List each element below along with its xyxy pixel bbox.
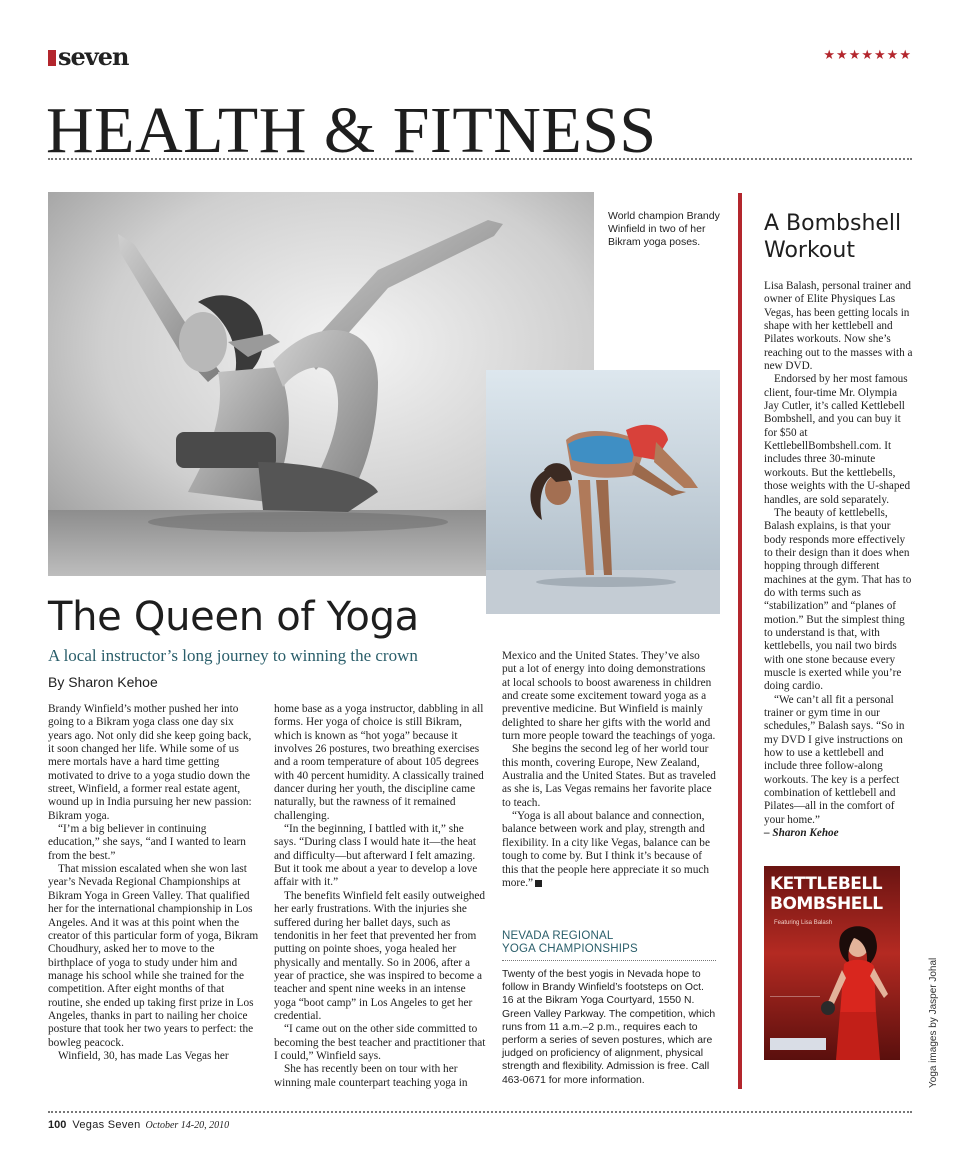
dvd-cover-logo-band bbox=[770, 1038, 826, 1050]
footer-date: October 14-20, 2010 bbox=[145, 1120, 230, 1131]
paragraph: That mission escalated when she won last year’s Nevada Regional Championships at Bikram Yoga in Green Valley. That qualified her for the international championship in Los Angeles. And it was at this point when the creator of this particular form of yoga, Bikram Choudhury, asked her to move to the birthplace of yoga to study under him and manage his school while she trained for the competition. After eight months of that routine, she ended up taking first prize in Los Angeles, thanks in part to nailing her choice posture that took her two years to perfect: the bowleg peacock. bbox=[48, 863, 259, 1049]
photo-caption: World champion Brandy Winfield in two of her Bikram yoga poses. bbox=[608, 210, 720, 248]
paragraph: Lisa Balash, personal trainer and owner of Elite Physiques Las Vegas, has been getting locals in shape with her kettlebell and Pilates workouts. Now she’s reaching out to the masses with a new DVD. bbox=[764, 280, 913, 373]
article-subhead: A local instructor’s long journey to winning the crown bbox=[48, 646, 418, 665]
sidebar-red-rule bbox=[738, 193, 742, 1089]
section-divider bbox=[48, 158, 912, 160]
paragraph: “I came out on the other side committed to becoming the best teacher and practitioner that I could,” Winfield says. bbox=[274, 1023, 486, 1062]
paragraph: Brandy Winfield’s mother pushed her into going to a Bikram yoga class one day six years ago. Not only did she keep going back, it soon changed her life. While some of us mere mortals have a hard time getting motivated to drive to a yoga studio down the street, Winfield, a former real estate agent, wound up in India pursuing her new passion: Bikram yoga. bbox=[48, 703, 252, 822]
sidebar-body bbox=[764, 280, 914, 840]
page-footer bbox=[48, 1119, 229, 1131]
infobox-title bbox=[502, 930, 716, 956]
secondary-yoga-photo bbox=[486, 370, 720, 614]
paragraph: The benefits Winfield felt easily outweighed her early frustrations. With the injuries she suffered during her ballet days, such as tendonitis in her feet that prevented her from putting on pointe shoes, yoga healed her physically and mentally. So in 2006, after a year of practice, she was inspired to become a teacher and spent nine weeks in an intense yoga “boot camp” in Los Angeles to get her credential. bbox=[274, 889, 486, 1022]
dvd-cover-blurb bbox=[770, 996, 820, 1017]
paragraph: “We can’t all fit a personal trainer or gym time in our schedules,” Balash says. “So in my DVD I give instructions on how to use a kettlebell and include three follow-along workouts. The key is a perfect combination of kettlebell and Pilates—all in the comfort of your home.” bbox=[764, 693, 905, 826]
paragraph: She has recently been on tour with her winning male counterpart teaching yoga in bbox=[274, 1063, 468, 1089]
article-column-2 bbox=[274, 703, 486, 1090]
article-column-3 bbox=[502, 650, 716, 890]
footer-divider bbox=[48, 1111, 912, 1113]
publication-logo bbox=[48, 42, 128, 71]
paragraph: Mexico and the United States. They’ve also put a lot of energy into doing demonstrations at local schools to boost awareness in children and create some excitement toward yoga as a preventive medicine. But Winfield is mainly delighted to share her gifts with the world and turn more people toward the teachings of yoga. bbox=[502, 650, 716, 743]
footer-publication: Vegas Seven bbox=[72, 1119, 141, 1131]
infobox-divider bbox=[502, 960, 716, 961]
paragraph: Winfield, 30, has made Las Vegas her bbox=[58, 1049, 229, 1062]
infobox-text: Twenty of the best yogis in Nevada hope to follow in Brandy Winfield’s footsteps on Oct. 16 at the Bikram Yoga Courtyard, 1550 N. Green Valley Parkway. The competition, which runs from 11 a.m.–2 p.m., requires each to perform a series of seven postures, which are judged on proficiency of alignment, physical strength and flexibility. Admission is free. Call 463-0671 for more information. bbox=[502, 969, 716, 1086]
dvd-title-line: BOMBSHELL bbox=[770, 894, 883, 914]
paragraph bbox=[502, 810, 716, 890]
paragraph: The beauty of kettlebells, Balash explains, is that your body responds more effectively to their design than it does when hopping through different machines at the gym. That has to do with terms such as “stabilization” and “planes of motion.” But the simplest thing to understand is that, with kettlebells, you nail two birds with one stone because every muscle is exerted while you’re doing cardio. bbox=[764, 506, 912, 693]
infobox-title-line: NEVADA REGIONAL bbox=[502, 930, 614, 942]
section-title: HEALTH & FITNESS bbox=[46, 94, 657, 167]
article-byline: By Sharon Kehoe bbox=[48, 674, 158, 690]
logo-red-bar bbox=[48, 50, 56, 66]
paragraph: Endorsed by her most famous client, four-time Mr. Olympia Jay Cutler, it’s called Kettlebell Bombshell, and you can buy it for $50 at KettlebellBombshell.com. It includes three 30-minute workouts. But the kettlebells, those weights with the U-shaped handles, are sold separately. bbox=[764, 373, 911, 506]
paragraph: home base as a yoga instructor, dabbling in all forms. Her yoga of choice is still Bikram, which is known as “hot yoga” because it involves 26 postures, two breathing exercises and a room temperature of about 105 degrees with 40 percent humidity. A classically trained dancer during her youth, the discipline came naturally, but the rawness of it remained challenging. bbox=[274, 703, 484, 822]
rating-stars: ★★★★★★★ bbox=[823, 48, 912, 63]
logo-text: seven bbox=[58, 42, 129, 71]
photo-credit: Yoga images by Jasper Johal bbox=[928, 957, 939, 1088]
dvd-featuring: Featuring Lisa Balash bbox=[774, 920, 833, 926]
paragraph: “I’m a big believer in continuing education,” she says, “and I wanted to learn from the best.” bbox=[48, 823, 246, 862]
sidebar-title-line: A Bombshell bbox=[764, 211, 902, 236]
paragraph-text: “Yoga is all about balance and connection, balance between work and play, strength and flexibility. In a city like Vegas, balance can be tough to come by. But I think it’s because of this that the people here appreciate it so much more.” bbox=[502, 810, 710, 889]
page-number: 100 bbox=[48, 1119, 67, 1131]
dvd-title-line: KETTLEBELL bbox=[770, 874, 883, 894]
paragraph: She begins the second leg of her world tour this month, covering Europe, New Zealand, Australia and the United States. But as traveled as she is, Las Vegas remains her favorite place to teach. bbox=[502, 743, 716, 809]
dvd-cover bbox=[764, 866, 900, 1060]
sidebar-signature: – Sharon Kehoe bbox=[764, 827, 839, 840]
article-headline: The Queen of Yoga bbox=[48, 594, 419, 640]
sidebar-title-line: Workout bbox=[764, 238, 855, 263]
infobox-title-line: YOGA CHAMPIONSHIPS bbox=[502, 943, 638, 955]
paragraph: “In the beginning, I battled with it,” she says. “During class I would hate it—the heat and difficulty—but afterward I felt amazing. But it took me about a year to develop a love affair with it.” bbox=[274, 823, 478, 889]
sidebar-title bbox=[764, 210, 914, 264]
end-of-story-icon bbox=[535, 880, 542, 887]
article-column-1 bbox=[48, 703, 260, 1063]
